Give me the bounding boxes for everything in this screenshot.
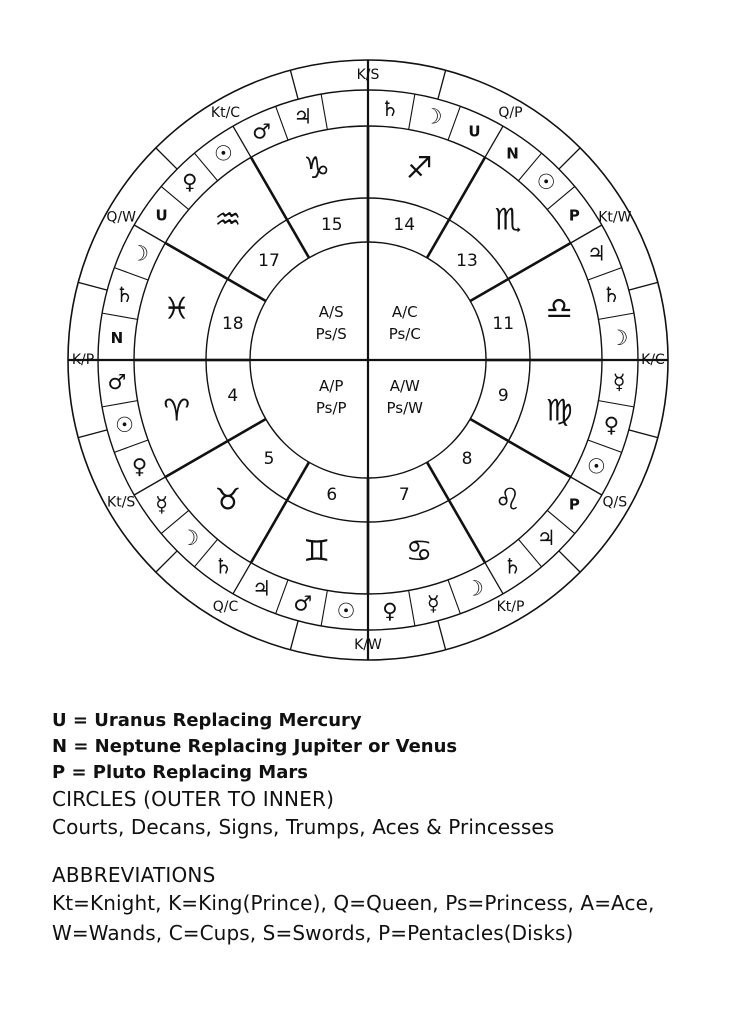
ace-label: A/P	[319, 376, 344, 395]
decan-divider	[321, 94, 327, 129]
court-label: K/P	[71, 352, 95, 368]
court-divider	[78, 282, 107, 290]
court-label: Kt/W	[598, 209, 632, 226]
sign-glyph: ♎	[545, 291, 573, 327]
decan-glyph: ♄	[503, 554, 522, 579]
sign-glyph: ♓	[163, 291, 191, 327]
princess-label: Ps/P	[315, 398, 347, 417]
decan-glyph: N	[110, 329, 124, 348]
legend-key-pluto: P = Pluto Replacing Mars	[52, 762, 308, 783]
sign-glyph: ♍	[545, 393, 573, 429]
trump-number: 4	[227, 386, 239, 407]
sign-glyph: ♉	[214, 482, 242, 518]
legend-key-uranus: U = Uranus Replacing Mercury	[52, 710, 362, 731]
decan-divider	[485, 126, 503, 157]
court-divider	[156, 551, 177, 572]
decan-divider	[588, 268, 622, 280]
decan-divider	[276, 106, 288, 140]
legend	[52, 708, 732, 948]
legend-key-neptune: N = Neptune Replacing Jupiter or Venus	[52, 736, 458, 757]
decan-glyph: ☉	[586, 454, 606, 479]
ace-label: A/C	[391, 303, 418, 322]
wheel-dividers	[68, 60, 668, 660]
circles-heading: CIRCLES (OUTER TO INNER)	[52, 787, 335, 811]
decan-divider	[276, 580, 288, 614]
sign-glyph: ♑	[303, 151, 331, 187]
court-divider	[438, 70, 446, 99]
sign-divider	[251, 462, 309, 562]
decan-divider	[598, 401, 633, 407]
trump-number: 8	[461, 448, 473, 469]
trump-number: 7	[398, 485, 410, 506]
trump-number: 14	[393, 214, 416, 235]
court-divider	[629, 282, 658, 290]
abbreviations-heading: ABBREVIATIONS	[52, 863, 216, 887]
court-label: K/C	[641, 352, 665, 368]
princess-label: Ps/S	[315, 325, 347, 344]
sign-glyph: ♊	[303, 533, 331, 569]
decan-glyph: ♃	[586, 241, 606, 266]
trump-number: 18	[221, 313, 244, 334]
ace-label: A/W	[389, 376, 420, 395]
decan-divider	[233, 126, 251, 157]
decan-divider	[409, 94, 415, 129]
decan-divider	[598, 313, 633, 319]
decan-glyph: ♀	[182, 169, 198, 194]
decan-glyph: ☿	[155, 492, 169, 517]
decan-glyph: ☿	[612, 369, 626, 394]
decan-glyph: ♄	[601, 282, 621, 307]
trump-number: 15	[320, 214, 343, 235]
decan-glyph: ☉	[115, 413, 135, 438]
court-divider	[290, 621, 298, 650]
decan-glyph: ♃	[252, 576, 271, 601]
court-divider	[559, 148, 580, 169]
decan-glyph: ☽	[130, 241, 150, 266]
decan-divider	[114, 440, 148, 452]
decan-glyph: ☉	[336, 599, 356, 624]
decan-glyph: ♃	[293, 104, 313, 129]
trump-number: 17	[258, 251, 280, 272]
decan-divider	[448, 580, 460, 614]
ace-label: A/S	[318, 303, 344, 322]
decan-glyph: ☿	[426, 591, 440, 616]
court-divider	[156, 148, 177, 169]
decan-divider	[588, 440, 622, 452]
court-label: K/S	[356, 67, 380, 83]
decan-glyph: ♂	[107, 369, 127, 394]
court-label: Kt/S	[107, 494, 136, 511]
court-divider	[78, 430, 107, 438]
court-label: Q/C	[212, 598, 239, 615]
decan-glyph: ♄	[214, 554, 233, 579]
court-label: Q/S	[602, 494, 628, 511]
sign-glyph: ♈	[163, 393, 191, 429]
sign-divider	[427, 157, 485, 257]
court-label: Q/W	[106, 209, 136, 226]
decan-divider	[102, 401, 137, 407]
court-label: Q/P	[498, 105, 523, 122]
decan-glyph: ☉	[214, 141, 233, 166]
court-label: Kt/C	[210, 105, 241, 122]
decan-glyph: ☉	[536, 169, 556, 194]
decan-glyph: ♃	[536, 526, 556, 551]
court-divider	[290, 70, 298, 99]
decan-divider	[571, 225, 602, 243]
sign-glyph: ♐	[405, 151, 433, 187]
sign-glyph: ♏	[494, 202, 522, 238]
decan-glyph: ♄	[380, 96, 400, 121]
court-divider	[629, 430, 658, 438]
sign-glyph: ♋	[405, 533, 433, 569]
decan-divider	[102, 313, 137, 319]
decan-glyph: ☽	[423, 104, 443, 129]
decan-glyph: P	[568, 206, 580, 225]
decan-glyph: U	[468, 122, 481, 141]
decan-glyph: U	[155, 206, 168, 225]
decan-divider	[114, 268, 148, 280]
court-divider	[438, 621, 446, 650]
decan-divider	[321, 590, 327, 625]
court-divider	[559, 551, 580, 572]
decan-divider	[448, 106, 460, 140]
decan-glyph: ♂	[293, 591, 313, 616]
decan-glyph: N	[506, 144, 519, 163]
trump-number: 9	[497, 386, 509, 407]
abbreviations-line-1: Kt=Knight, K=King(Prince), Q=Queen, Ps=Princess, A=Ace,	[52, 891, 655, 915]
decan-divider	[233, 563, 251, 594]
decan-divider	[409, 590, 415, 625]
decan-glyph: ♄	[115, 282, 135, 307]
sign-divider	[427, 462, 485, 562]
decan-divider	[134, 225, 165, 243]
decan-glyph: ♀	[603, 413, 620, 438]
court-label: Kt/P	[496, 598, 525, 615]
decan-glyph: ♀	[131, 454, 148, 479]
princess-label: Ps/C	[388, 325, 421, 344]
decan-glyph: P	[568, 495, 580, 514]
decan-divider	[485, 563, 503, 594]
princess-label: Ps/W	[386, 398, 424, 417]
decan-glyph: ☽	[609, 326, 629, 351]
trump-number: 11	[492, 313, 515, 334]
sign-glyph: ♌	[494, 482, 522, 518]
decan-glyph: ☽	[180, 526, 200, 551]
circles-text: Courts, Decans, Signs, Trumps, Aces & Princesses	[52, 815, 555, 839]
court-label: K/W	[354, 637, 382, 653]
decan-divider	[571, 477, 602, 495]
sign-glyph: ♒	[214, 202, 242, 238]
trump-number: 13	[456, 251, 478, 272]
sign-divider	[251, 157, 309, 257]
decan-glyph: ♂	[252, 119, 271, 144]
abbreviations-line-2: W=Wands, C=Cups, S=Swords, P=Pentacles(Disks)	[52, 921, 574, 945]
decan-glyph: ♀	[382, 599, 398, 624]
trump-number: 5	[263, 448, 275, 469]
decan-glyph: ☽	[465, 576, 484, 601]
trump-number: 6	[326, 485, 338, 506]
